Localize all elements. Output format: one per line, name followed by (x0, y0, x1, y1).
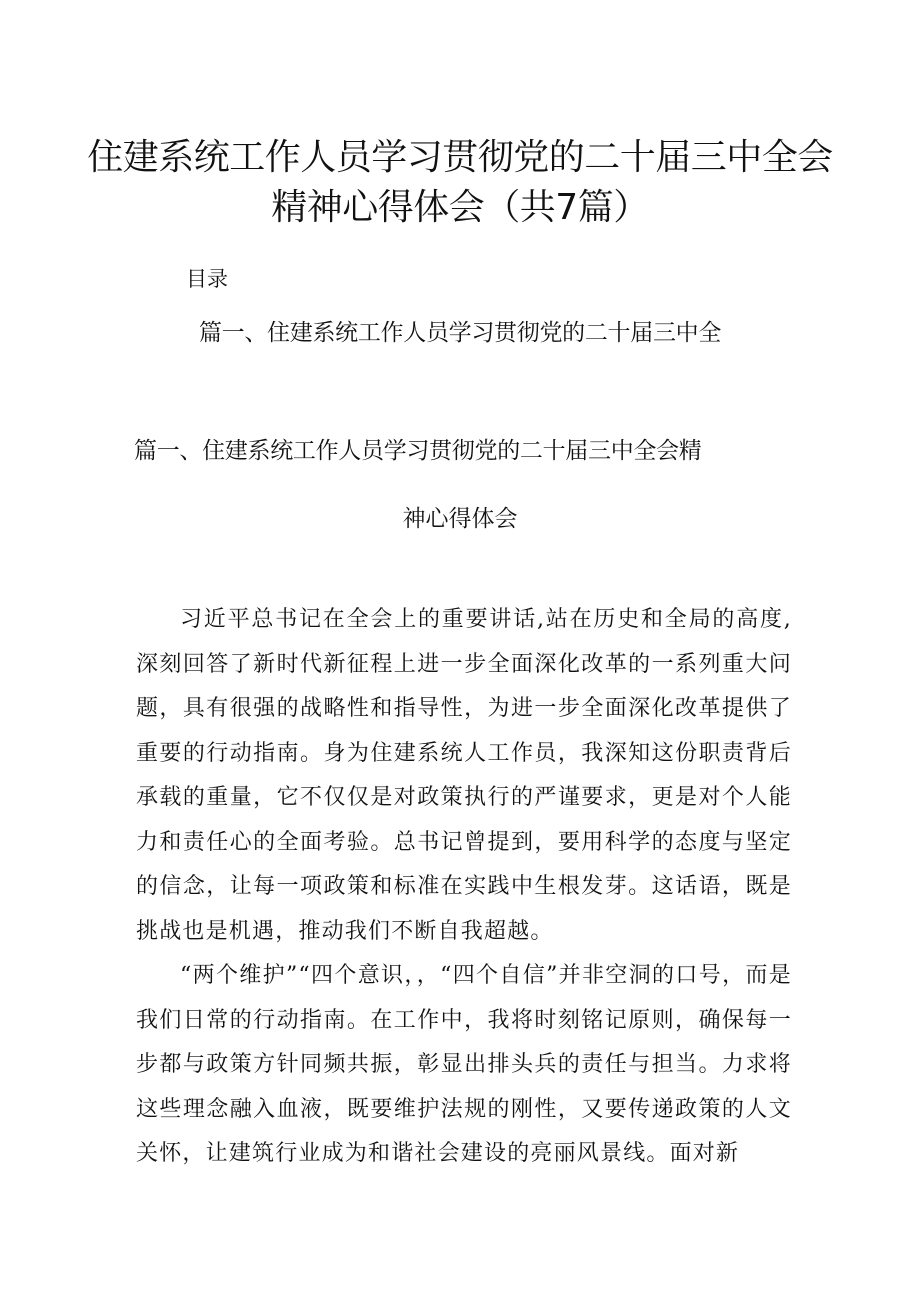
section-body (136, 598, 792, 1177)
body-paragraph: 习近平总书记在全会上的重要讲话,站在历史和全局的高度,深刻回答了新时代新征程上进一步全面深化改革的一系列重大问题，具有很强的战略性和指导性，为进一步全面深化改革提供了重要的行动指南。身为住建系统人工作员，我深知这份职责背后承载的重量，它不仅仅是对政策执行的严谨要求，更是对个人能力和责任心的全面考验。总书记曾提到，要用科学的态度与坚定的信念，让每一项政策和标准在实践中生根发芽。这话语，既是挑战也是机遇，推动我们不断自我超越。 (136, 607, 792, 944)
body-paragraph: “两个维护”“四个意识，，“四个自信”并非空洞的口号，而是我们日常的行动指南。在工作中，我将时刻铭记原则，确保每一步都与政策方针同频共振，彰显出排头兵的责任与担当。力求将这些理念融入血液，既要维护法规的刚性，又要传递政策的人文关怀，让建筑行业成为和谐社会建设的亮丽风景线。面对新 (136, 963, 792, 1166)
section-title-line-1: 篇一、住建系统工作人员学习贯彻党的二十届三中全会精 (134, 438, 702, 464)
section-title-line-2: 神心得体会 (402, 506, 518, 532)
document-title: 住建系统工作人员学习贯彻党的二十届三中全会精神心得体会（共7篇） (87, 137, 833, 228)
toc-entry[interactable]: 篇一、住建系统工作人员学习贯彻党的二十届三中全 (198, 320, 722, 346)
toc-heading: 目录 (186, 267, 228, 291)
